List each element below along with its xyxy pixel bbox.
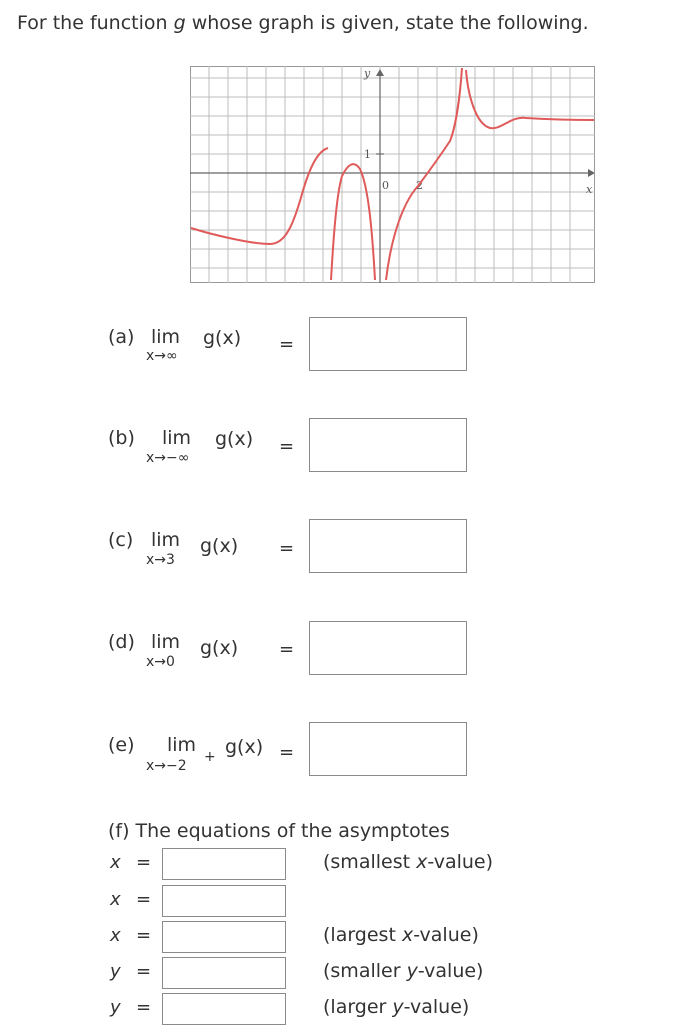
part-b-equals: = xyxy=(279,436,295,457)
asymptote-equals: = xyxy=(136,852,152,873)
y-tick-label-one: 1 xyxy=(364,148,371,161)
answer-d-input[interactable] xyxy=(309,621,467,675)
part-e-equals: = xyxy=(279,742,295,763)
asymptote-note-var: x xyxy=(401,924,414,946)
answer-c-input[interactable] xyxy=(309,519,467,573)
part-d-label: (d) xyxy=(108,631,135,653)
part-a-fn: g(x) xyxy=(203,327,242,349)
asymptote-note xyxy=(323,851,493,873)
part-a-label: (a) xyxy=(108,326,135,348)
y-axis-label: y xyxy=(364,67,371,80)
answer-e-input[interactable] xyxy=(309,722,467,776)
asymptote-4-input[interactable] xyxy=(162,957,286,989)
x-axis-label: x xyxy=(586,183,593,196)
answer-a-input[interactable] xyxy=(309,317,467,371)
asymptote-note-post: -value) xyxy=(417,960,484,982)
part-e-superscript: + xyxy=(204,749,216,765)
part-b-fn: g(x) xyxy=(215,428,254,450)
asymptote-note-var: y xyxy=(392,996,404,1018)
asymptote-note xyxy=(323,960,483,982)
part-d-lim: lim xyxy=(151,631,181,653)
asymptote-var: x xyxy=(110,889,121,910)
asymptote-note-var: x xyxy=(416,851,428,873)
asymptote-note-var: y xyxy=(406,960,418,982)
asymptote-note xyxy=(323,996,469,1018)
part-e-subscript: x→−2 xyxy=(146,758,187,774)
part-b-label: (b) xyxy=(108,427,135,449)
asymptotes-heading: (f) The equations of the asymptotes xyxy=(108,820,450,842)
part-d-equals: = xyxy=(279,639,295,660)
part-a-subscript: x→∞ xyxy=(146,348,178,364)
graph-frame xyxy=(191,67,595,283)
asymptote-var: x xyxy=(110,925,121,946)
asymptote-var: y xyxy=(110,961,121,982)
answer-b-input[interactable] xyxy=(309,418,467,472)
part-d-fn: g(x) xyxy=(200,637,239,659)
asymptote-2-input[interactable] xyxy=(162,885,286,917)
asymptote-equals: = xyxy=(136,961,152,982)
asymptote-note xyxy=(323,924,479,946)
origin-label: 0 xyxy=(382,179,389,192)
function-graph xyxy=(190,66,596,284)
asymptote-note-post: -value) xyxy=(403,996,470,1018)
part-e-lim: lim xyxy=(167,734,197,756)
prompt-after: whose graph is given, state the following. xyxy=(185,12,589,34)
part-b-lim: lim xyxy=(162,427,192,449)
asymptote-note-pre: (smaller xyxy=(323,960,407,982)
part-a-lim: lim xyxy=(151,326,181,348)
asymptote-note-pre: (largest xyxy=(323,924,402,946)
asymptote-note-pre: (larger xyxy=(323,996,393,1018)
x-tick-label-two: 2 xyxy=(416,179,423,192)
asymptote-1-input[interactable] xyxy=(162,848,286,880)
asymptote-equals: = xyxy=(136,997,152,1018)
part-c-lim: lim xyxy=(151,529,181,551)
part-c-equals: = xyxy=(279,538,295,559)
asymptote-note-pre: (smallest xyxy=(323,851,417,873)
part-c-fn: g(x) xyxy=(200,535,239,557)
asymptote-equals: = xyxy=(136,925,152,946)
part-e-label: (e) xyxy=(108,734,135,756)
asymptote-var: x xyxy=(110,852,121,873)
prompt-before: For the function xyxy=(17,12,174,34)
part-b-subscript: x→−∞ xyxy=(146,450,190,466)
asymptote-5-input[interactable] xyxy=(162,993,286,1025)
part-a-equals: = xyxy=(279,334,295,355)
asymptote-note-post: -value) xyxy=(427,851,494,873)
asymptote-note-post: -value) xyxy=(413,924,479,946)
problem-prompt xyxy=(17,12,589,34)
asymptote-equals: = xyxy=(136,889,152,910)
prompt-function-var: g xyxy=(173,12,186,34)
part-e-fn: g(x) xyxy=(225,736,264,758)
asymptote-3-input[interactable] xyxy=(162,921,286,953)
part-d-subscript: x→0 xyxy=(146,654,175,670)
part-c-label: (c) xyxy=(108,529,134,551)
part-c-subscript: x→3 xyxy=(146,552,175,568)
asymptote-var: y xyxy=(110,997,121,1018)
